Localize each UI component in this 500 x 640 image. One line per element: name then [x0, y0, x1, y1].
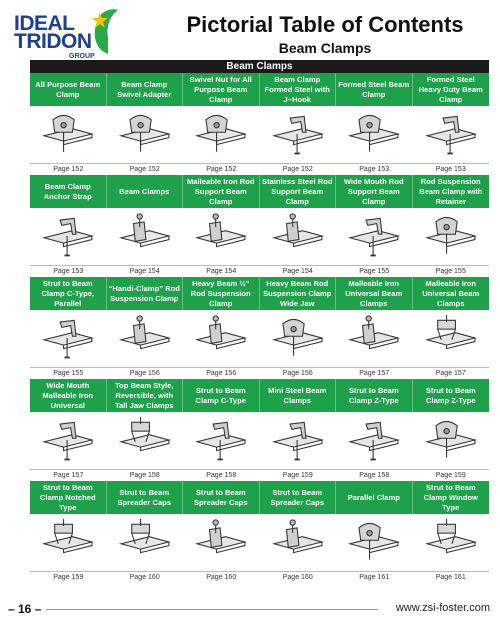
page-reference[interactable]: Page 159 — [435, 472, 466, 479]
row-header-band — [30, 175, 489, 208]
heavy-beam-half-rod-icon — [190, 311, 252, 365]
product-image[interactable] — [30, 310, 107, 366]
all-purpose-beam-clamp-icon — [37, 107, 99, 161]
row-image-band — [30, 514, 489, 570]
beam-clamps-icon — [114, 209, 176, 263]
row-image-band — [30, 412, 489, 468]
product-label[interactable]: Beam Clamp Anchor Strap — [30, 175, 107, 208]
logo-line-3: GROUP — [69, 53, 95, 60]
strut-c-type-icon — [190, 413, 252, 467]
page-reference[interactable]: Page 154 — [282, 268, 313, 275]
brand-logo — [14, 12, 124, 66]
grid-row — [30, 481, 489, 583]
product-label[interactable]: Parallel Clamp — [336, 481, 413, 514]
row-image-band — [30, 208, 489, 264]
window-type-clamp-icon — [420, 515, 482, 569]
grid-row — [30, 175, 489, 277]
page-reference[interactable]: Page 152 — [129, 166, 160, 173]
product-image[interactable] — [413, 208, 490, 264]
page-reference[interactable]: Page 156 — [282, 370, 313, 377]
malleable-universal-icon — [343, 311, 405, 365]
product-image[interactable] — [30, 412, 107, 468]
page-reference[interactable]: Page 152 — [282, 166, 313, 173]
page-reference[interactable]: Page 156 — [206, 370, 237, 377]
product-image[interactable] — [107, 412, 184, 468]
product-image[interactable] — [30, 514, 107, 570]
product-label[interactable]: Strut to Beam Spreader Caps — [183, 481, 260, 514]
product-label[interactable]: Strut to Beam Clamp C-Type, Parallel — [30, 277, 107, 310]
product-label[interactable]: Strut to Beam Clamp C-Type — [183, 379, 260, 412]
page-reference[interactable]: Page 160 — [129, 574, 160, 581]
product-label[interactable]: Strut to Beam Spreader Caps — [260, 481, 337, 514]
page-reference[interactable]: Page 159 — [53, 574, 84, 581]
product-image[interactable] — [107, 106, 184, 162]
product-image[interactable] — [260, 514, 337, 570]
product-label[interactable]: Malleable Iron Universal Beam Clamps — [422, 278, 480, 308]
logo-line-2: TRIDON — [14, 30, 92, 53]
product-label[interactable]: Rod Suspension Beam Clamp with Retainer — [419, 176, 483, 206]
malleable-universal-2-icon — [420, 311, 482, 365]
strut-z-type-2-icon — [420, 413, 482, 467]
row-image-band — [30, 310, 489, 366]
product-image[interactable] — [107, 514, 184, 570]
product-label[interactable]: Malleable Iron Rod Support Beam Clamp — [183, 175, 260, 208]
product-label[interactable]: Strut to Beam Clamp Z-Type — [336, 379, 413, 412]
product-label[interactable]: Beam Clamps — [107, 175, 184, 208]
product-label[interactable]: Strut to Beam Clamp Window Type — [423, 482, 478, 512]
product-label[interactable]: Strut to Beam Spreader Caps — [107, 481, 184, 514]
product-image[interactable] — [183, 412, 260, 468]
grid-row — [30, 73, 489, 175]
formed-steel-clamp-icon — [343, 107, 405, 161]
product-label[interactable]: Heavy Beam Rod Suspension Clamp Wide Jaw — [260, 277, 337, 310]
logo-line-1: IDEAL — [14, 12, 75, 35]
page-reference[interactable]: Page 160 — [206, 574, 237, 581]
product-label[interactable]: Formed Steel Beam Clamp — [336, 73, 413, 106]
spreader-caps-icon — [114, 515, 176, 569]
product-image[interactable] — [30, 106, 107, 162]
row-header-band — [30, 379, 489, 412]
product-label[interactable]: All Purpose Beam Clamp — [30, 73, 107, 106]
row-page-band — [30, 571, 489, 584]
product-image[interactable] — [336, 412, 413, 468]
strut-z-type-icon — [343, 413, 405, 467]
product-image[interactable] — [107, 310, 184, 366]
j-hook-clamp-icon — [267, 107, 329, 161]
product-grid — [30, 73, 489, 583]
row-image-band — [30, 106, 489, 162]
mini-steel-clamp-icon — [267, 413, 329, 467]
page-reference[interactable]: Page 153 — [359, 166, 390, 173]
product-image[interactable] — [413, 106, 490, 162]
row-header-band — [30, 277, 489, 310]
product-image[interactable] — [336, 208, 413, 264]
stainless-rod-clamp-icon — [267, 209, 329, 263]
product-image[interactable] — [183, 514, 260, 570]
product-label[interactable]: Formed Steel Heavy Duty Beam Clamp — [418, 74, 483, 104]
row-header-band — [30, 481, 489, 514]
product-image[interactable] — [260, 310, 337, 366]
product-label[interactable]: Wide Mouth Malleable Iron Universal — [30, 379, 107, 412]
grid-row — [30, 277, 489, 379]
wide-mouth-malleable-icon — [37, 413, 99, 467]
product-label[interactable]: Top Beam Style, Reversible, with Tall Jaw Clamps — [107, 379, 184, 412]
page-reference[interactable]: Page 152 — [53, 166, 84, 173]
malleable-rod-clamp-icon — [190, 209, 252, 263]
page-reference[interactable]: Page 154 — [206, 268, 237, 275]
wide-mouth-rod-clamp-icon — [343, 209, 405, 263]
product-image[interactable] — [183, 310, 260, 366]
page-reference[interactable]: Page 157 — [435, 370, 466, 377]
product-label[interactable]: Wide Mouth Rod Support Beam Clamp — [336, 175, 413, 208]
page-reference[interactable]: Page 155 — [359, 268, 390, 275]
heavy-duty-clamp-icon — [420, 107, 482, 161]
page-reference[interactable]: Page 157 — [53, 472, 84, 479]
strut-notched-icon — [37, 515, 99, 569]
page-reference[interactable]: Page 152 — [206, 166, 237, 173]
swivel-nut-icon — [190, 107, 252, 161]
product-label[interactable]: Beam Clamp Formed Steel with J–Hook — [260, 73, 337, 106]
product-label[interactable]: Heavy Beam ½" Rod Suspension Clamp — [183, 277, 260, 310]
product-image[interactable] — [260, 412, 337, 468]
page-reference[interactable]: Page 159 — [282, 472, 313, 479]
footer-page-number: – 16 – — [8, 602, 42, 616]
product-label[interactable]: Malleable Iron Universal Beam Clamps — [336, 277, 413, 310]
page-reference[interactable]: Page 153 — [435, 166, 466, 173]
product-label[interactable]: Beam Clamp Swivel Adapter — [107, 73, 184, 106]
page-reference[interactable]: Page 154 — [129, 268, 160, 275]
page-reference[interactable]: Page 153 — [53, 268, 84, 275]
section-bar: Beam Clamps — [30, 60, 489, 73]
page-reference[interactable]: Page 155 — [53, 370, 84, 377]
parallel-clamp-icon — [343, 515, 405, 569]
top-beam-tall-jaw-icon — [114, 413, 176, 467]
spreader-caps-3-icon — [267, 515, 329, 569]
product-label[interactable]: Swivel Nut for All Purpose Beam Clamp — [183, 73, 260, 106]
row-header-band — [30, 73, 489, 106]
product-label[interactable]: Strut to Beam Clamp Notched Type — [30, 481, 107, 514]
product-image[interactable] — [260, 106, 337, 162]
page-reference[interactable]: Page 161 — [435, 574, 466, 581]
page-reference[interactable]: Page 160 — [282, 574, 313, 581]
page-reference[interactable]: Page 158 — [129, 472, 160, 479]
page-reference[interactable]: Page 161 — [359, 574, 390, 581]
page-reference[interactable]: Page 157 — [359, 370, 390, 377]
grid-row — [30, 379, 489, 481]
product-label[interactable]: Mini Steel Beam Clamps — [260, 379, 337, 412]
product-label[interactable]: “Handi-Clamp” Rod Suspension Clamp — [107, 277, 184, 310]
product-image[interactable] — [260, 208, 337, 264]
product-image[interactable] — [183, 106, 260, 162]
product-image[interactable] — [336, 106, 413, 162]
product-image[interactable] — [413, 412, 490, 468]
footer-url[interactable]: www.zsi-foster.com — [395, 602, 490, 614]
product-image[interactable] — [183, 208, 260, 264]
swivel-adapter-icon — [114, 107, 176, 161]
product-image[interactable] — [413, 310, 490, 366]
strut-c-parallel-icon — [37, 311, 99, 365]
retainer-clamp-icon — [420, 209, 482, 263]
page-title: Pictorial Table of Contents — [186, 12, 464, 37]
product-image[interactable] — [336, 310, 413, 366]
product-image[interactable] — [336, 514, 413, 570]
product-image[interactable] — [30, 208, 107, 264]
section-title: Beam Clamps — [278, 40, 372, 56]
product-image[interactable] — [413, 514, 490, 570]
handi-clamp-icon — [114, 311, 176, 365]
spreader-caps-2-icon — [190, 515, 252, 569]
page-reference[interactable]: Page 158 — [359, 472, 390, 479]
footer-divider — [46, 609, 378, 610]
anchor-strap-icon — [37, 209, 99, 263]
page-reference[interactable]: Page 158 — [206, 472, 237, 479]
product-label[interactable]: Stainless Steel Rod Support Beam Clamp — [260, 175, 337, 208]
wide-jaw-clamp-icon — [267, 311, 329, 365]
page-reference[interactable]: Page 156 — [129, 370, 160, 377]
page-reference[interactable]: Page 155 — [435, 268, 466, 275]
product-label[interactable]: Strut to Beam Clamp Z-Type — [425, 385, 476, 405]
product-image[interactable] — [107, 208, 184, 264]
